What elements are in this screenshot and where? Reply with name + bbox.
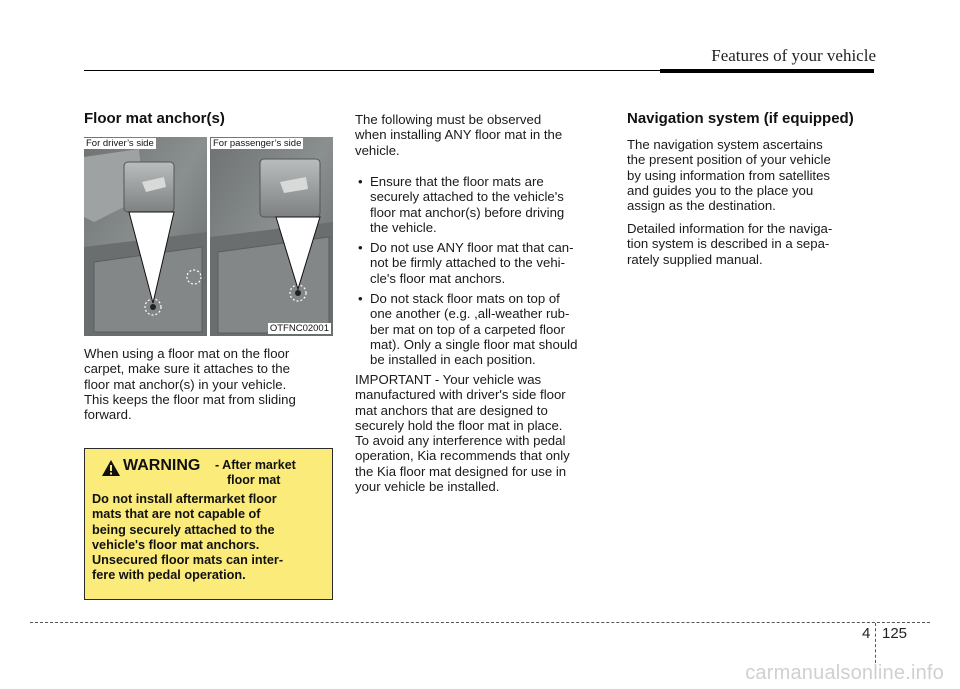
- warning-text: [92, 492, 325, 584]
- warning-text-line: vehicle's floor mat anchors.: [92, 537, 260, 552]
- navigation-paragraph-1: [627, 137, 877, 213]
- footer-rule: [30, 622, 930, 623]
- paragraph-line: IMPORTANT - Your vehicle was: [355, 372, 542, 387]
- paragraph-line: When using a floor mat on the floor: [84, 346, 290, 361]
- paragraph-line: your vehicle be installed.: [355, 479, 500, 495]
- paragraph-line: tion system is described in a sepa-: [627, 236, 830, 252]
- warning-text-line: mats that are not capable of: [92, 507, 261, 522]
- running-header: Features of your vehicle: [711, 46, 876, 65]
- bullet-line: Do not use ANY floor mat that can-: [370, 240, 574, 256]
- paragraph-line: and guides you to the place you: [627, 182, 814, 198]
- warning-text-line: Unsecured floor mats can inter-: [92, 553, 284, 568]
- paragraph-line: by using information from satellites: [627, 167, 831, 183]
- list-item: [355, 291, 605, 367]
- header-rule-accent: [660, 69, 874, 73]
- section-heading-floor-mat-anchor: Floor mat anchor(s): [84, 110, 225, 127]
- paragraph-line: mat anchors that are designed to: [355, 402, 548, 418]
- warning-subtitle-line: floor mat: [227, 473, 281, 487]
- floor-mat-illustration: [84, 137, 333, 336]
- paragraph-line: the present position of your vehicle: [627, 152, 831, 168]
- warning-text-line: Do not install aftermarket floor: [92, 492, 277, 506]
- bullet-line: floor mat anchor(s) before driving: [370, 204, 565, 220]
- warning-subtitle: [215, 458, 296, 488]
- floor-mat-intro-paragraph: [355, 112, 605, 158]
- paragraph-line: vehicle.: [355, 142, 400, 158]
- paragraph-line: The navigation system ascertains: [627, 137, 823, 152]
- paragraph-line: manufactured with driver's side floor: [355, 387, 566, 403]
- paragraph-line: floor mat anchor(s) in your vehicle.: [84, 376, 287, 392]
- warning-triangle-icon: [101, 459, 121, 477]
- footer-divider: [875, 623, 876, 663]
- important-paragraph: [355, 372, 605, 494]
- bullet-line: securely attached to the vehicle's: [370, 189, 564, 205]
- warning-subtitle-line: - After market: [215, 458, 296, 472]
- floor-mat-anchor-paragraph: [84, 346, 333, 422]
- warning-text-line: fere with pedal operation.: [92, 568, 246, 583]
- figure-code: OTFNC02001: [269, 323, 329, 334]
- bullet-dot: •: [358, 240, 363, 256]
- bullet-line: mat). Only a single floor mat should: [370, 336, 578, 352]
- bullet-line: be installed in each position.: [370, 352, 536, 368]
- floor-mat-bullet-list: [355, 174, 605, 373]
- warning-title: WARNING: [123, 457, 201, 474]
- bullet-line: one another (e.g. ,all-weather rub-: [370, 306, 570, 322]
- floor-mat-anchor-figure: [84, 137, 333, 336]
- paragraph-line: To avoid any interference with pedal: [355, 433, 566, 449]
- section-heading-navigation: Navigation system (if equipped): [627, 110, 854, 127]
- section-number: 4: [862, 625, 871, 642]
- warning-box: [84, 448, 333, 600]
- warning-text-line: being securely attached to the: [92, 522, 275, 537]
- paragraph-line: securely hold the floor mat in place.: [355, 417, 563, 433]
- paragraph-line: Detailed information for the naviga-: [627, 221, 833, 236]
- paragraph-line: rately supplied manual.: [627, 251, 763, 267]
- bullet-dot: •: [358, 291, 363, 307]
- paragraph-line: carpet, make sure it attaches to the: [84, 361, 290, 377]
- paragraph-line: The following must be observed: [355, 112, 542, 127]
- list-item: [355, 240, 605, 286]
- paragraph-line: when installing ANY floor mat in the: [355, 127, 563, 143]
- paragraph-line: the Kia floor mat designed for use in: [355, 463, 567, 479]
- watermark: carmanualsonline.info: [745, 662, 944, 684]
- bullet-line: not be firmly attached to the vehi-: [370, 255, 565, 271]
- figure-caption-driver: For driver’s side: [86, 138, 154, 149]
- list-item: [355, 174, 605, 235]
- bullet-line: cle's floor mat anchors.: [370, 270, 506, 286]
- paragraph-line: This keeps the floor mat from sliding: [84, 391, 296, 407]
- navigation-paragraph-2: [627, 221, 877, 267]
- figure-caption-passenger: For passenger’s side: [213, 138, 302, 149]
- paragraph-line: operation, Kia recommends that only: [355, 448, 570, 464]
- bullet-line: the vehicle.: [370, 219, 437, 235]
- page-number: 125: [882, 625, 908, 642]
- bullet-line: Do not stack floor mats on top of: [370, 291, 560, 307]
- bullet-dot: •: [358, 174, 363, 189]
- bullet-line: Ensure that the floor mats are: [370, 174, 544, 189]
- paragraph-line: forward.: [84, 407, 132, 423]
- bullet-line: ber mat on top of a carpeted floor: [370, 321, 565, 337]
- paragraph-line: assign as the destination.: [627, 198, 776, 214]
